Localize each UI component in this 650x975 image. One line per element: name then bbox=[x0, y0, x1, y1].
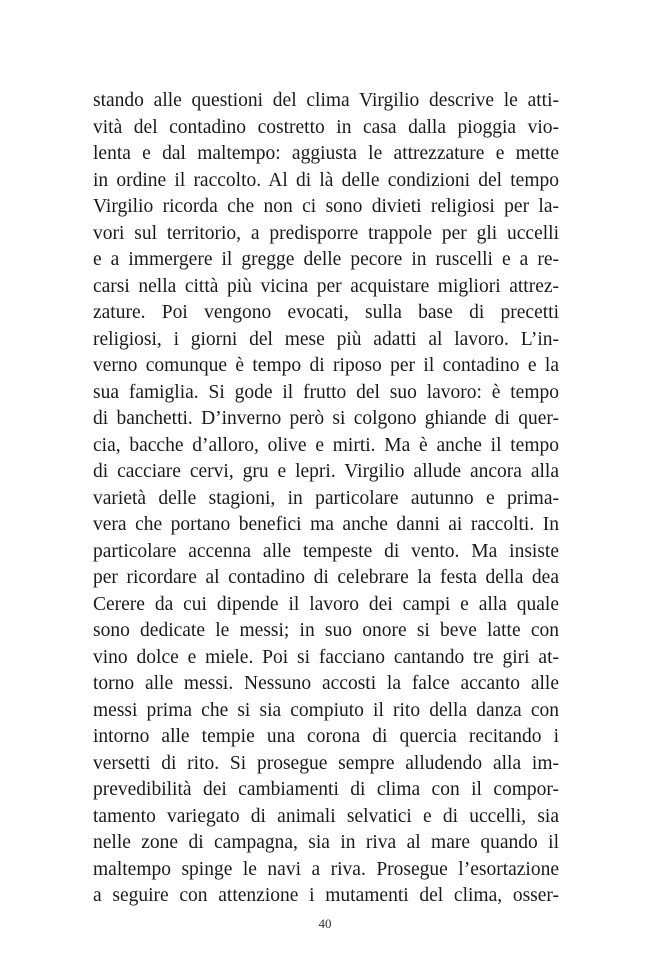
text-line: Virgilio ricorda che non ci sono divieti religiosi per la- bbox=[93, 196, 559, 217]
text-line: lenta e dal maltempo: aggiusta le attrezzature e mette bbox=[93, 143, 559, 164]
text-line: varietà delle stagioni, in particolare autunno e prima- bbox=[93, 487, 559, 509]
text-line: religiosi, i giorni del mese più adatti al lavoro. L’in- bbox=[93, 328, 559, 350]
text-line: messi prima che si sia compiuto il rito della danza con bbox=[93, 699, 559, 721]
page-number: 40 bbox=[318, 916, 332, 931]
text-line: zature. Poi vengono evocati, sulla base di precetti bbox=[93, 302, 559, 323]
text-line: maltempo spinge le navi a riva. Prosegue l’esortazione bbox=[93, 858, 559, 880]
text-line: vità del contadino costretto in casa dalla pioggia vio- bbox=[93, 116, 559, 138]
text-line: vino dolce e miele. Poi si facciano cantando tre giri at- bbox=[93, 646, 559, 668]
text-line: vera che portano benefici ma anche danni ai raccolti. In bbox=[93, 514, 559, 535]
text-line: a seguire con attenzione i mutamenti del clima, osser- bbox=[93, 885, 559, 906]
text-line: di cacciare cervi, gru e lepri. Virgilio allude ancora alla bbox=[93, 461, 559, 482]
text-line: sua famiglia. Si gode il frutto del suo lavoro: è tempo bbox=[93, 381, 559, 403]
text-line: Cerere da cui dipende il lavoro dei campi e alla quale bbox=[93, 593, 559, 615]
body-text bbox=[93, 88, 559, 910]
text-line: nelle zone di campagna, sia in riva al mare quando il bbox=[93, 832, 559, 853]
text-line: stando alle questioni del clima Virgilio descrive le atti- bbox=[93, 90, 559, 111]
text-line: carsi nella città più vicina per acquistare migliori attrez- bbox=[93, 275, 559, 297]
text-line: sono dedicate le messi; in suo onore si beve latte con bbox=[93, 620, 559, 641]
text-line: cia, bacche d’alloro, olive e mirti. Ma è anche il tempo bbox=[93, 434, 559, 456]
text-line: particolare accenna alle tempeste di vento. Ma insiste bbox=[93, 540, 559, 562]
text-line: intorno alle tempie una corona di quercia recitando i bbox=[93, 726, 559, 747]
text-line: versetti di rito. Si prosegue sempre alludendo alla im- bbox=[93, 752, 559, 774]
text-line: per ricordare al contadino di celebrare la festa della dea bbox=[93, 567, 559, 588]
text-line: tamento variegato di animali selvatici e di uccelli, sia bbox=[93, 805, 559, 827]
text-line: torno alle messi. Nessuno accosti la falce accanto alle bbox=[93, 673, 559, 694]
text-line: verno comunque è tempo di riposo per il contadino e la bbox=[93, 355, 559, 376]
text-line: vori sul territorio, a predisporre trappole per gli uccelli bbox=[93, 222, 559, 244]
text-line: in ordine il raccolto. Al di là delle condizioni del tempo bbox=[93, 169, 559, 191]
text-line: di banchetti. D’inverno però si colgono ghiande di quer- bbox=[93, 408, 559, 429]
text-line: prevedibilità dei cambiamenti di clima con il compor- bbox=[93, 779, 559, 800]
text-line: e a immergere il gregge delle pecore in ruscelli e a re- bbox=[93, 249, 559, 270]
